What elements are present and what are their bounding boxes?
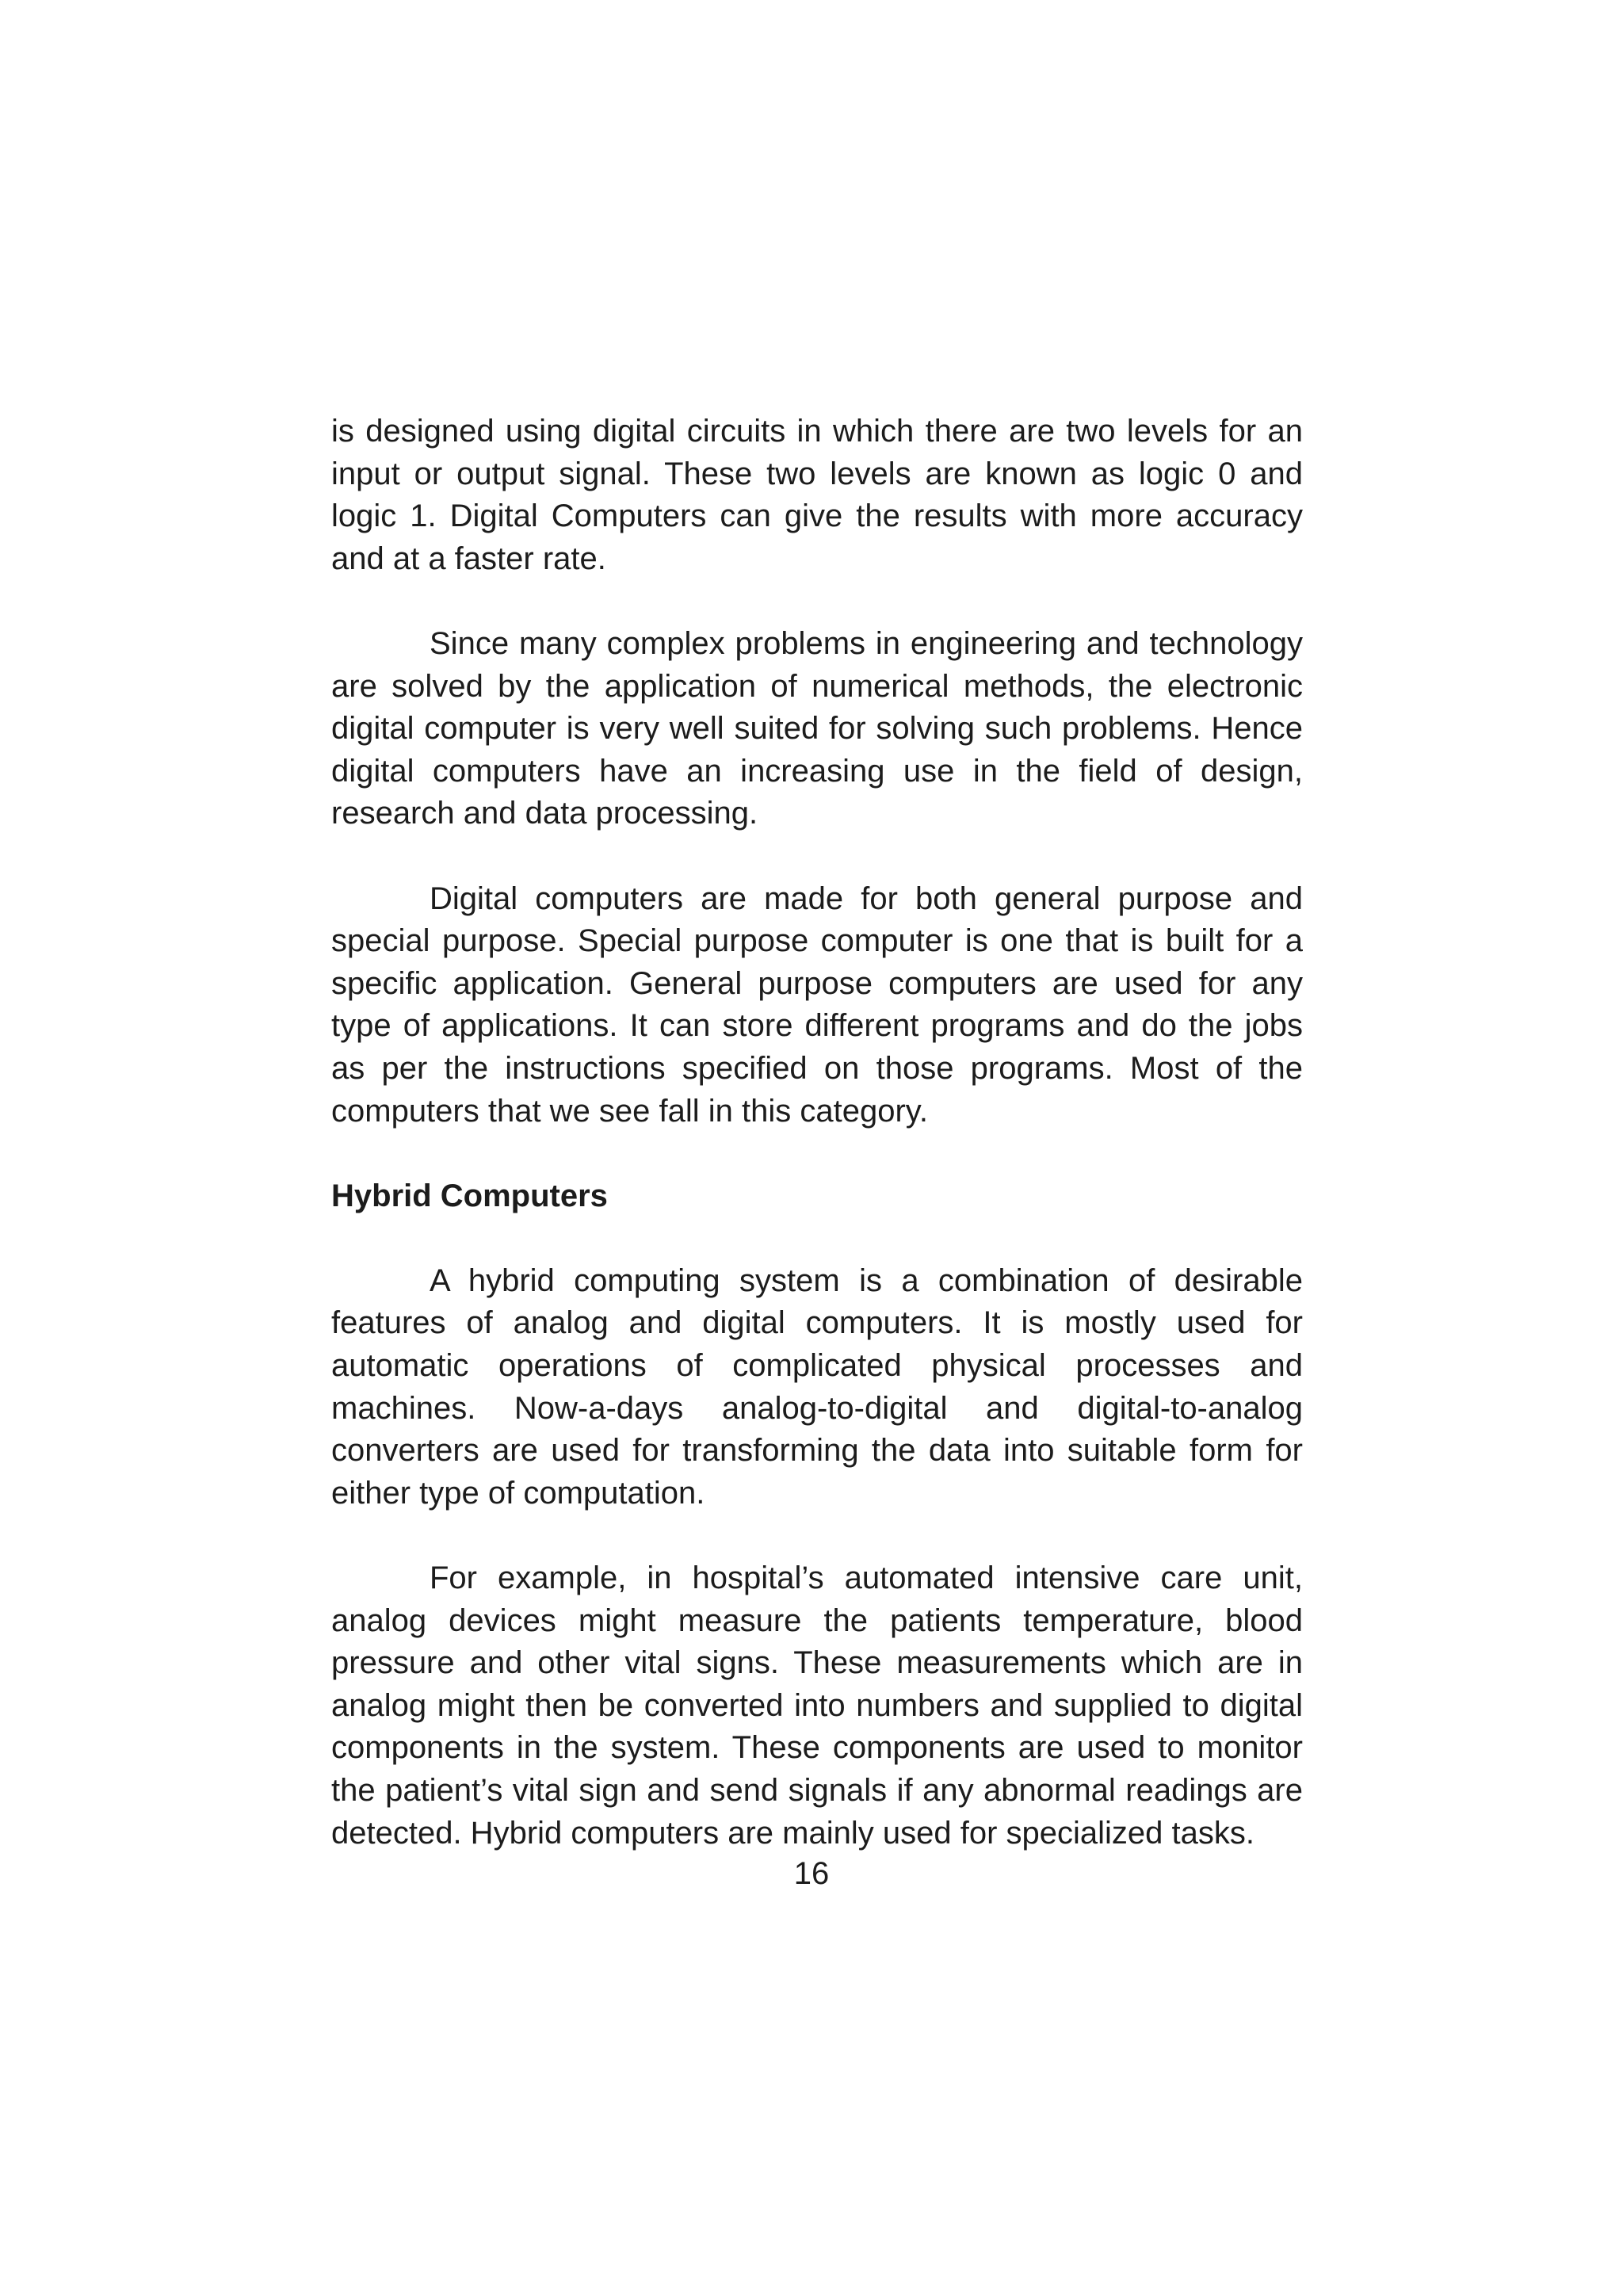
paragraph-spacer <box>331 835 1303 878</box>
paragraph-general-special-purpose: Digital computers are made for both general purpose and special purpose. Special purpose computer is one that is built for a specific application. General purpose computers are used for any type of applications. It can store different programs and do the jobs as per the instructions specified on those programs. Most of the computers that we see fall in this category. <box>331 881 1303 1129</box>
paragraph-hospital-example: For example, in hospital’s automated intensive care unit, analog devices might measure the patients temperature, blood pressure and other vital signs. These measurements which are in analog might then be converted into numbers and supplied to digital components in the system. These components are used to monitor the patient’s vital sign and send signals if any abnormal readings are detected. Hybrid computers are mainly used for specialized tasks. <box>331 1561 1303 1851</box>
paragraph-spacer <box>331 580 1303 623</box>
paragraph-digital-circuits: is designed using digital circuits in which there are two levels for an input or output signal. These two levels are known as logic 0 and logic 1. Digital Computers can give the results with more accuracy and at a faster rate. <box>331 414 1303 576</box>
paragraph-hybrid-definition: A hybrid computing system is a combination of desirable features of analog and digital computers. It is mostly used for automatic operations of complicated physical processes and machines. Now-a-days analog-to-digital and digital-to-analog converters are used for transforming the data into suitable form for either type of computation. <box>331 1263 1303 1511</box>
paragraph-spacer <box>331 1133 1303 1175</box>
paragraph-spacer <box>331 1217 1303 1260</box>
page-number: 16 <box>793 1856 830 1891</box>
body-text <box>331 411 1303 1855</box>
paragraph-numerical-methods: Since many complex problems in engineering and technology are solved by the application of numerical methods, the electronic digital computer is very well suited for solving such problems. Hence digital computers have an increasing use in the field of design, research and data processing. <box>331 625 1303 831</box>
paragraph-spacer <box>331 1515 1303 1557</box>
section-heading-hybrid-computers: Hybrid Computers <box>331 1178 608 1213</box>
